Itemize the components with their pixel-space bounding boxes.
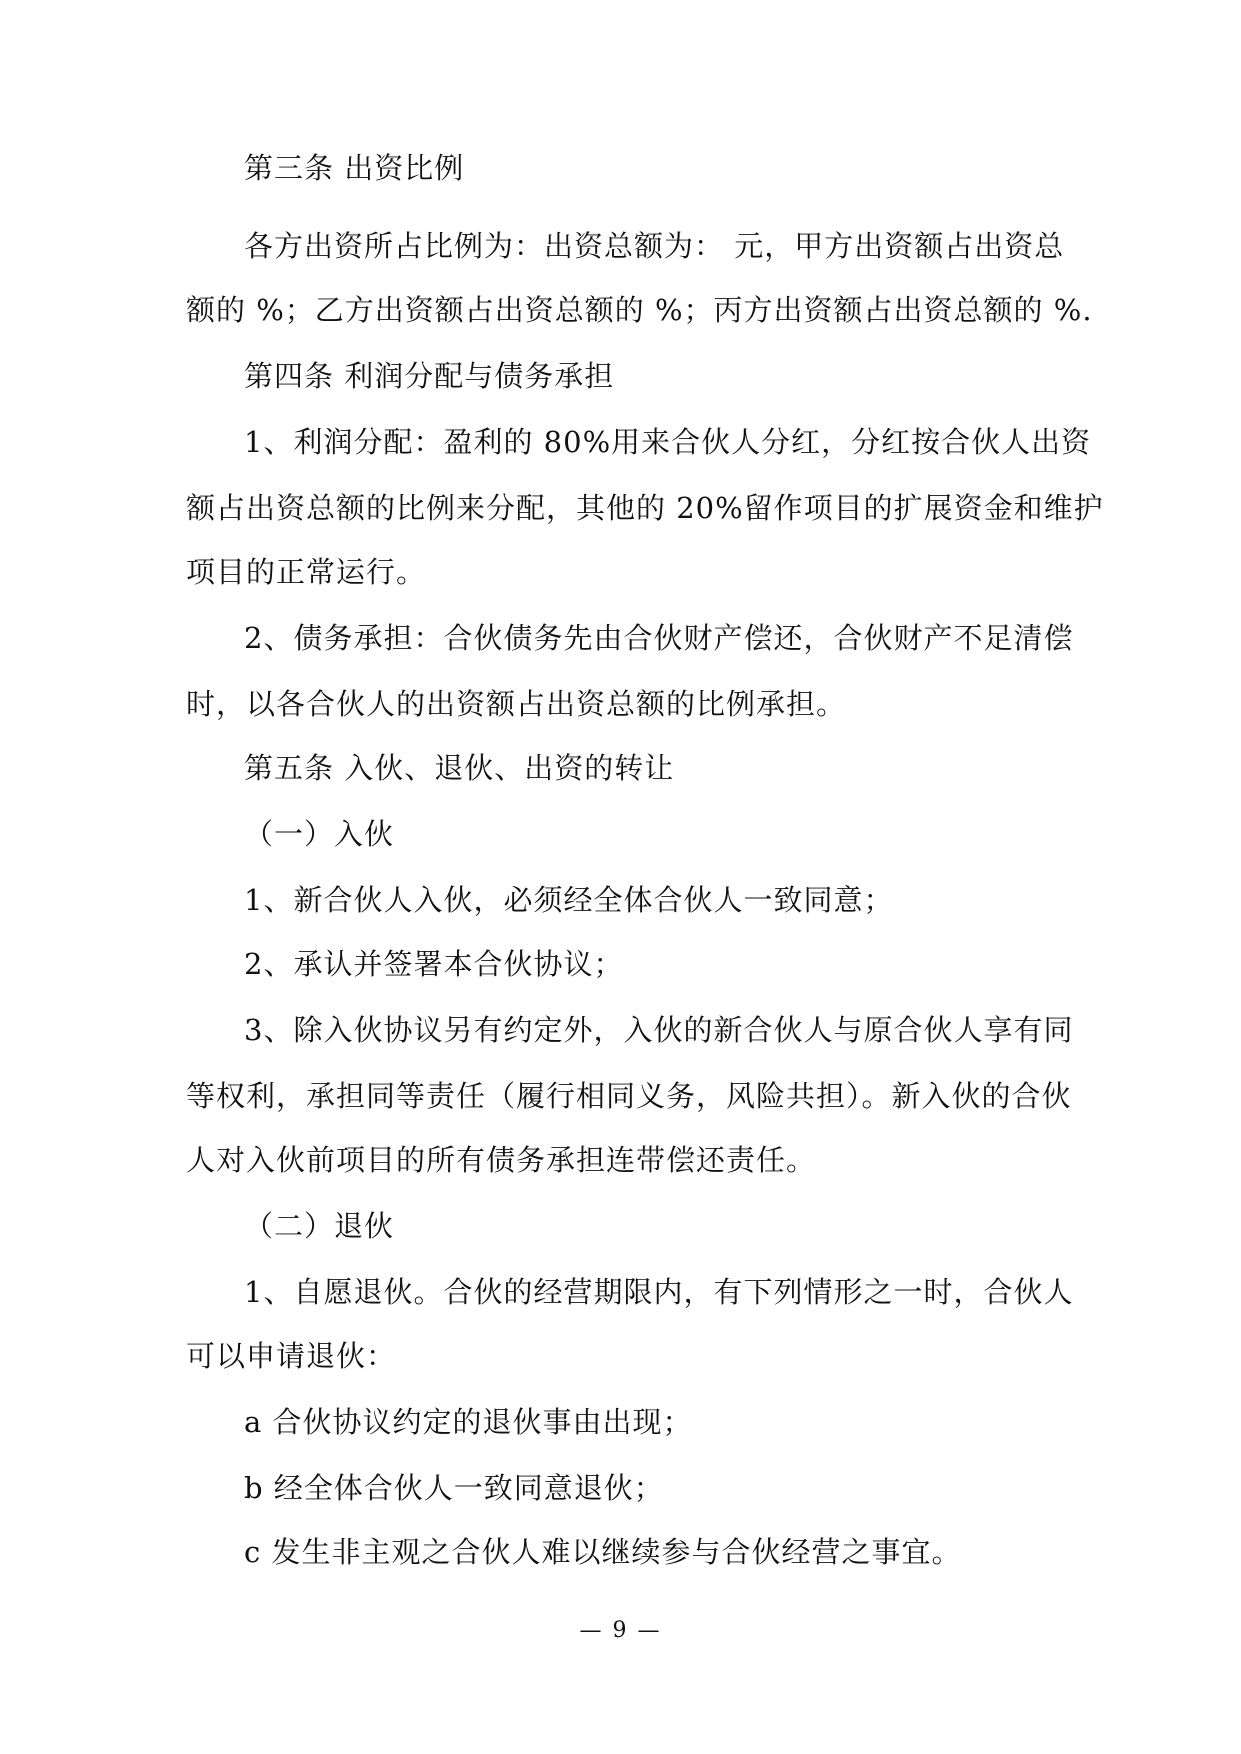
paragraph-line: 等权利，承担同等责任（履行相同义务，风险共担）。新入伙的合伙 [186, 1079, 1072, 1113]
paragraph-line: 项目的正常运行。 [186, 555, 427, 589]
paragraph-line: 2、债务承担：合伙债务先由合伙财产偿还，合伙财产不足清偿 [244, 621, 1074, 655]
article-3-heading: 第三条 出资比例 [244, 151, 465, 185]
paragraph-line: 额占出资总额的比例来分配，其他的 20%留作项目的扩展资金和维护 [186, 491, 1104, 525]
list-item: a 合伙协议约定的退伙事由出现； [244, 1405, 693, 1439]
section-heading-withdraw: （二）退伙 [244, 1209, 395, 1243]
paragraph-line: 额的 %；乙方出资额占出资总额的 %；丙方出资额占出资总额的 %. [186, 293, 1093, 327]
paragraph-line: 可以申请退伙： [186, 1339, 397, 1373]
paragraph-line: 1、新合伙人入伙，必须经全体合伙人一致同意； [244, 883, 894, 917]
paragraph-line: 人对入伙前项目的所有债务承担连带偿还责任。 [186, 1143, 817, 1177]
page-number: — 9 — [579, 1618, 662, 1643]
list-item: c 发生非主观之合伙人难以继续参与合伙经营之事宜。 [244, 1535, 962, 1569]
paragraph-line: 各方出资所占比例为：出资总额为： 元，甲方出资额占出资总 [244, 229, 1065, 263]
section-heading-join: （一）入伙 [244, 817, 395, 851]
article-5-heading: 第五条 入伙、退伙、出资的转让 [244, 751, 675, 785]
paragraph-line: 1、利润分配：盈利的 80%用来合伙人分红，分红按合伙人出资 [244, 425, 1092, 459]
paragraph-line: 3、除入伙协议另有约定外，入伙的新合伙人与原合伙人享有同 [244, 1013, 1074, 1047]
list-item: b 经全体合伙人一致同意退伙； [244, 1471, 664, 1505]
paragraph-line: 1、自愿退伙。合伙的经营期限内，有下列情形之一时，合伙人 [244, 1275, 1074, 1309]
article-4-heading: 第四条 利润分配与债务承担 [244, 359, 615, 393]
paragraph-line: 2、承认并签署本合伙协议； [244, 947, 624, 981]
paragraph-line: 时，以各合伙人的出资额占出资总额的比例承担。 [186, 687, 847, 721]
